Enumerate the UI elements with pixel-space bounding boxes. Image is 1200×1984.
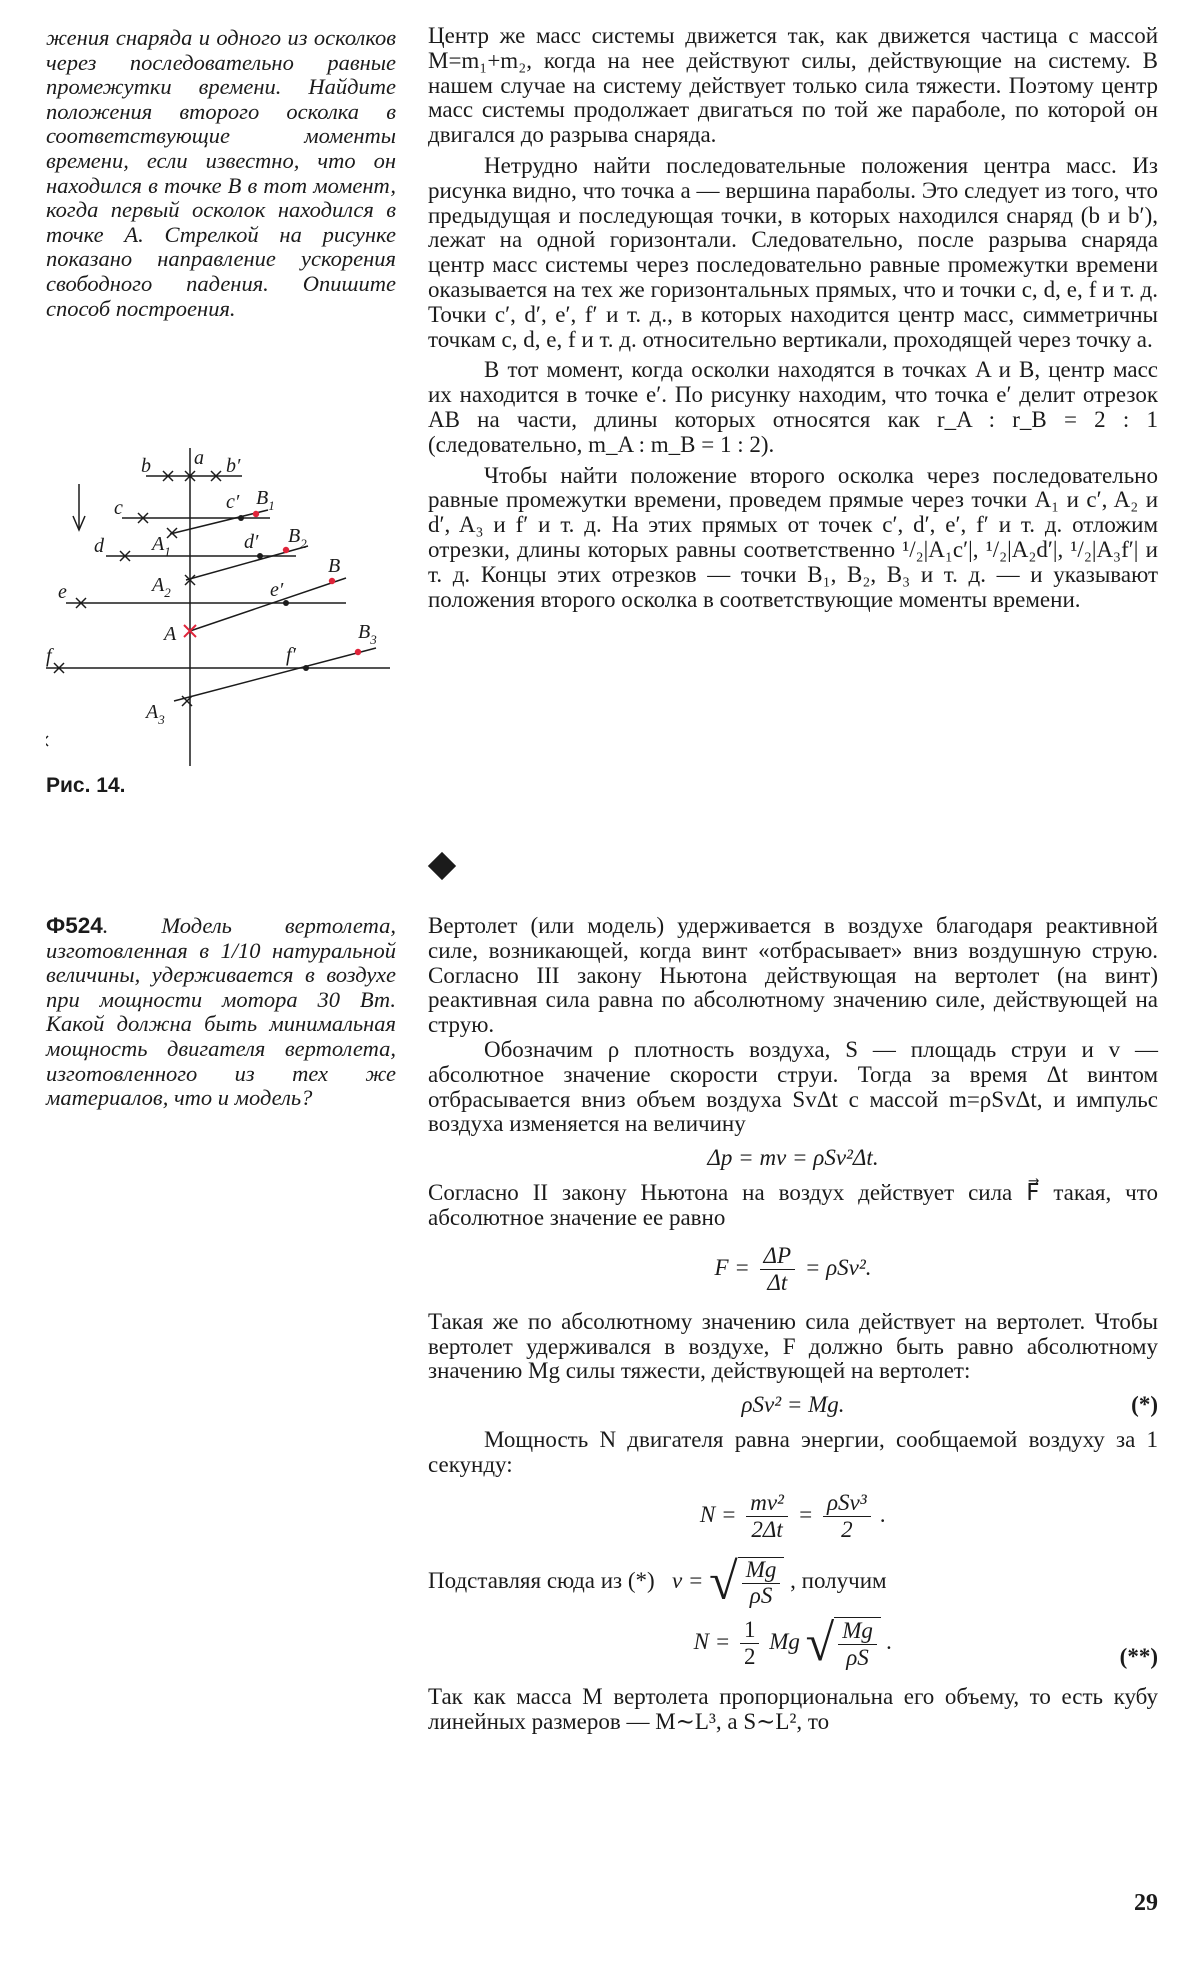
solution-paragraph-6: Подставляя сюда из (*) v = √ $\frac{Mg}{\rho S}$ , получим <box>428 1553 887 1611</box>
label-c: c <box>114 497 123 519</box>
label-B: B <box>328 555 341 577</box>
label-A1: $A_1$ <box>152 533 171 559</box>
label-b: b <box>141 455 151 477</box>
solution-continuation <box>428 24 1158 612</box>
sqrt-symbol-2: √ $\frac{Mg}{\rho S}$ <box>806 1614 881 1673</box>
previous-problem-statement <box>46 26 396 321</box>
paragraph-2: Нетрудно найти последовательные положения центра масс. Из рисунка видно, что точка a — вершина параболы. Это следует из того, что предыдущая и последующая точки, в которых находился снаряд (b и b′), лежат на одной горизонтали. Следовательно, после разрыва снаряда центр масс системы через последовательно равные промежутки времени оказывается на тех же горизонтальных прямых, что и точки c, d, e, f и т. д. Точки c′, d′, e′, f′ и т. д., в которых находится центр масс, симметричны точкам c, d, e, f и т. д. относительно вертикали, проходящей через точку a. <box>428 152 1158 352</box>
equation-tag-star: (*) <box>1131 1392 1158 1418</box>
dot-c-prime <box>238 515 244 521</box>
line-A-B <box>190 578 346 631</box>
problem-524-text: . Модель вертолета, изготовленная в 1/10 натуральной величины, удерживается в воздухе при мощности мотора 30 Вт. Какой должна быть минимальная мощность двигателя вертолета, изготовленного из тех же материалов, что и модель? <box>46 913 396 1111</box>
solution-paragraph-7: Так как масса M вертолета пропорциональна его объему, то есть кубу линейных размеров — M∼L³, а S∼L², то <box>428 1684 1158 1735</box>
dot-f-prime <box>303 665 309 671</box>
solution-paragraph-1: Вертолет (или модель) удерживается в воздухе благодаря реактивной силе, возникающей, когда винт «отбрасывает» вниз воздушную струю. Согласно III закону Ньютона действующая на вертолет (на винт) реактивная сила равна по абсолютному значению силе, действующей на струю. <box>428 913 1158 1038</box>
equation-momentum: Δp = mv = ρSv²Δt. <box>707 1145 879 1171</box>
label-e: e <box>58 581 67 603</box>
label-d-prime: d′ <box>244 531 259 553</box>
sqrt-symbol: √ $\frac{Mg}{\rho S}$ <box>709 1557 784 1609</box>
label-A: A <box>164 623 177 645</box>
section-divider-diamond <box>428 852 456 880</box>
paragraph-4: Чтобы найти положение второго осколка через последовательно равные промежутки времени, проведем прямые через точки A₁ и c′, A₂ и d′, A₃ и f′ и т. д. На этих прямых от точек c′, d′, e′, f′ и т. д. отложим отрезки, длины которых равны соответственно ¹/₂|A₁c′|, ¹/₂|A₂d′|, ¹/₂|A₃f′| и т. д. Концы этих отрезков — точки B₁, B₂, B₃ и т. д. — и указывают положения второго осколка в соответствующие моменты времени. <box>428 462 1158 612</box>
dot-d-prime <box>257 553 263 559</box>
dot-B <box>329 578 335 584</box>
label-A3: $A_3$ <box>146 701 165 727</box>
equation-tag-double-star: (**) <box>1119 1644 1158 1670</box>
previous-problem-text: жения снаряда и одного из осколков через последовательно равные промежутки времени. Найдите положения второго осколка в соответствующие моменты времени, если известно, что он находился в точке B в тот момент, когда первый осколок находился в точке A. Стрелкой на рисунке показано направление ускорения свободного падения. Опишите способ построения. <box>46 25 396 321</box>
dot-B2 <box>283 547 289 553</box>
label-b-prime: b′ <box>226 455 241 477</box>
problem-524-statement <box>46 914 396 1111</box>
cross-stray <box>46 736 48 746</box>
label-f: f <box>46 645 52 667</box>
dot-B1 <box>253 511 259 517</box>
label-f-prime: f′ <box>286 644 296 666</box>
label-a: a <box>194 448 204 469</box>
solution-paragraph-4: Такая же по абсолютному значению сила действует на вертолет. Чтобы вертолет удерживался в воздухе, F должно быть равно абсолютному значению Mg силы тяжести, действующей на вертолет: <box>428 1308 1158 1384</box>
label-B2: $B_2$ <box>288 525 307 551</box>
label-e-prime: e′ <box>270 579 284 601</box>
label-B1: $B_1$ <box>256 487 275 513</box>
dot-B3 <box>355 649 361 655</box>
page-number: 29 <box>1134 1890 1158 1916</box>
equation-balance: ρSv² = Mg. (*) <box>741 1392 1158 1418</box>
equation-force: F = $\frac{\Delta P}{\Delta t}$ = ρSv². <box>714 1242 872 1295</box>
paragraph-3: В тот момент, когда осколки находятся в точках A и B, центр масс их находится в точке e′. По рисунку находим, что точка e′ делит отрезок AB на части, длины которых относятся как r_A : r_B = 2 : 1 (следовательно, m_A : m_B = 1 : 2). <box>428 357 1158 457</box>
figure-caption: Рис. 14. <box>46 774 126 797</box>
solution-paragraph-2: Обозначим ρ плотность воздуха, S — площадь струи и v — абсолютное значение скорости струи. Тогда за время Δt винтом отбрасывается вниз объем воздуха SvΔt с массой m=ρSvΔt, и импульс воздуха изменяется на величину <box>428 1036 1158 1137</box>
solution-paragraph-3: Согласно II закону Ньютона на воздух действует сила F⃗ такая, что абсолютное значение ее равно <box>428 1180 1158 1230</box>
label-B3: $B_3$ <box>358 621 377 647</box>
dot-e-prime <box>283 600 289 606</box>
label-d: d <box>94 535 104 557</box>
equation-power: N = $\frac{\text{mv²}}{2\Delta t}$ = ρSv³ 2 . <box>699 1489 887 1542</box>
label-c-prime: c′ <box>226 491 240 513</box>
problem-number: Ф524 <box>46 913 103 938</box>
problem-524-solution <box>428 914 1158 1735</box>
equation-power-final: N = $\frac{1}{2}$ Mg √ $\frac{Mg}{\rho S}$ . (**) <box>693 1615 1158 1673</box>
solution-paragraph-5: Мощность N двигателя равна энергии, сообщаемой воздуху за 1 секунду: <box>428 1427 1158 1477</box>
line-A3-f <box>174 648 376 701</box>
label-A2: $A_2$ <box>152 574 171 600</box>
paragraph-1: Центр же масс системы движется так, как движется частица с массой M=m₁+m₂, когда на нее действуют силы, действующие на систему. В нашем случае на систему действует только сила тяжести. Поэтому центр масс системы продолжает двигаться по той же параболе, по которой он двигался до разрыва снаряда. <box>428 23 1158 148</box>
figure-14 <box>46 448 396 768</box>
